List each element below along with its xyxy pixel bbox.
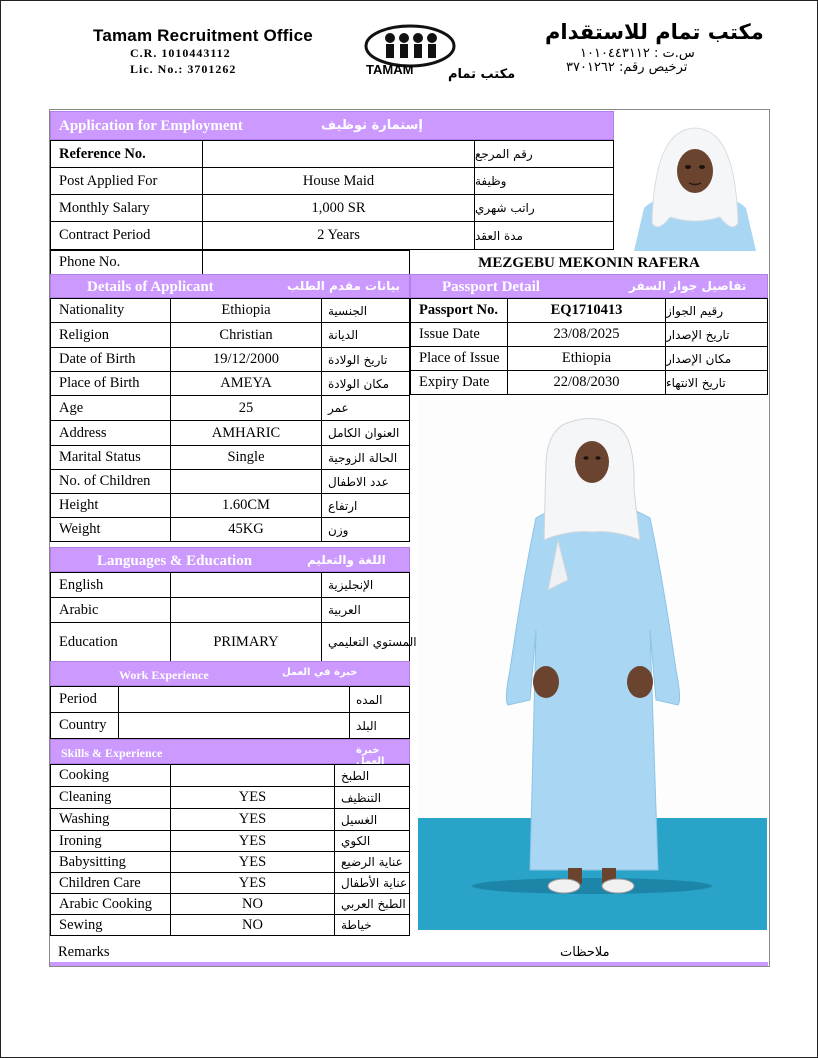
skill-row-label: Children Care	[50, 872, 171, 894]
work-row-value	[118, 686, 350, 713]
detail-row-value	[170, 469, 322, 494]
skills-title-ar: خبرة العمل	[356, 745, 385, 767]
post-label: Post Applied For	[50, 167, 203, 195]
detail-row-label: Address	[50, 420, 171, 446]
skill-row-value: YES	[170, 830, 335, 852]
detail-row-value: Single	[170, 445, 322, 470]
language-row-label-ar: العربية	[321, 597, 410, 623]
passport-row-value: Ethiopia	[507, 346, 666, 371]
work-row-value	[118, 712, 350, 739]
passport-row-value: EQ1710413	[507, 298, 666, 323]
language-row-label: Arabic	[50, 597, 171, 623]
detail-row-value: Christian	[170, 322, 322, 348]
details-title-ar: بيانات مقدم الطلب	[287, 279, 401, 293]
detail-row-label-ar: الحالة الزوجية	[321, 445, 410, 470]
salary-label: Monthly Salary	[50, 194, 203, 222]
passport-title-ar: تفاصيل جواز السفر	[629, 279, 747, 293]
detail-row-value: 45KG	[170, 517, 322, 542]
passport-row-label: Expiry Date	[410, 370, 508, 395]
cr-number-en: C.R. 1010443112	[130, 46, 231, 60]
salary-label-ar: راتب شهري	[474, 194, 614, 222]
detail-row-label: Date of Birth	[50, 347, 171, 372]
language-row-value: PRIMARY	[170, 622, 322, 662]
skill-row-value: YES	[170, 851, 335, 873]
applicant-name: MEZGEBU MEKONIN RAFERA	[478, 254, 700, 271]
detail-row-value: Ethiopia	[170, 298, 322, 323]
license-number-ar: ترخيص رقم: ٣٧٠١٢٦٢	[566, 60, 688, 75]
detail-row-value: AMEYA	[170, 371, 322, 396]
passport-row-value: 22/08/2030	[507, 370, 666, 395]
detail-row-label: Weight	[50, 517, 171, 542]
application-title-bar	[50, 111, 614, 140]
reference-value	[202, 140, 475, 168]
passport-title-en: Passport Detail	[442, 279, 540, 295]
detail-row-label: Nationality	[50, 298, 171, 323]
logo-text: TAMAM	[366, 62, 414, 77]
skill-row-label: Cooking	[50, 764, 171, 787]
passport-row-label-ar: رقيم الجواز	[665, 298, 768, 323]
detail-row-label-ar: تاريخ الولادة	[321, 347, 410, 372]
skill-row-label-ar: الطبخ	[334, 764, 410, 787]
post-value: House Maid	[202, 167, 475, 195]
details-title-en: Details of Applicant	[87, 279, 214, 295]
passport-row-label: Issue Date	[410, 322, 508, 347]
work-title-ar: خبرة في العمل	[282, 667, 358, 678]
detail-row-label: Marital Status	[50, 445, 171, 470]
work-title-en: Work Experience	[119, 668, 209, 682]
detail-row-label: Height	[50, 493, 171, 518]
work-row-label-ar: المده	[349, 686, 410, 713]
detail-row-label-ar: الجنسية	[321, 298, 410, 323]
skill-row-value	[170, 764, 335, 787]
skill-row-label: Babysitting	[50, 851, 171, 873]
footer-bar	[50, 962, 768, 966]
detail-row-label-ar: العنوان الكامل	[321, 420, 410, 446]
detail-row-value: 25	[170, 395, 322, 421]
passport-row-label: Passport No.	[410, 298, 508, 323]
phone-label: Phone No.	[50, 250, 203, 275]
skill-row-label: Washing	[50, 808, 171, 831]
detail-row-label: Religion	[50, 322, 171, 348]
skill-row-label: Cleaning	[50, 786, 171, 809]
detail-row-value: AMHARIC	[170, 420, 322, 446]
office-name-ar: مكتب تمام للاستقدام	[545, 20, 764, 44]
detail-row-value: 19/12/2000	[170, 347, 322, 372]
passport-row-label-ar: تاريخ الانتهاء	[665, 370, 768, 395]
passport-row-label-ar: تاريخ الإصدار	[665, 322, 768, 347]
post-label-ar: وظيفة	[474, 167, 614, 195]
contract-label: Contract Period	[50, 221, 203, 250]
detail-row-label-ar: ارتفاع	[321, 493, 410, 518]
detail-row-label-ar: عمر	[321, 395, 410, 421]
language-row-label: English	[50, 572, 171, 598]
language-row-label: Education	[50, 622, 171, 662]
detail-row-label-ar: مكان الولادة	[321, 371, 410, 396]
reference-label: Reference No.	[50, 140, 203, 168]
logo-arabic-text: مكتب تمام	[448, 67, 516, 82]
languages-title-ar: اللغة والتعليم	[307, 553, 386, 567]
skill-row-label-ar: عناية الأطفال	[334, 872, 410, 894]
skill-row-label: Ironing	[50, 830, 171, 852]
details-title-bar	[50, 274, 410, 298]
skill-row-value: YES	[170, 872, 335, 894]
cr-number-ar: س.ت : ١٠١٠٤٤٣١١٢	[580, 46, 695, 61]
detail-row-label-ar: عدد الاطفال	[321, 469, 410, 494]
remarks-label: Remarks	[58, 943, 110, 960]
passport-row-label: Place of Issue	[410, 346, 508, 371]
languages-title-en: Languages & Education	[97, 553, 253, 569]
skill-row-value: NO	[170, 893, 335, 915]
contract-value: 2 Years	[202, 221, 475, 250]
skill-row-label-ar: الطبخ العربي	[334, 893, 410, 915]
applicant-headshot-photo	[624, 113, 766, 251]
languages-title-bar	[50, 547, 410, 572]
language-row-label-ar: المستوي التعليمي	[321, 622, 410, 662]
contract-label-ar: مدة العقد	[474, 221, 614, 250]
phone-value	[202, 250, 410, 275]
skill-row-label-ar: التنظيف	[334, 786, 410, 809]
detail-row-label: No. of Children	[50, 469, 171, 494]
reference-label-ar: رقم المرجع	[474, 140, 614, 168]
skills-title-bar	[50, 739, 410, 767]
language-row-label-ar: الإنجليزية	[321, 572, 410, 598]
license-number-en: Lic. No.: 3701262	[130, 62, 237, 76]
skill-row-label-ar: خياطة	[334, 914, 410, 936]
skill-row-value: NO	[170, 914, 335, 936]
skill-row-label-ar: الغسيل	[334, 808, 410, 831]
work-row-label: Period	[50, 686, 119, 713]
work-title-bar	[50, 661, 410, 686]
work-row-label: Country	[50, 712, 119, 739]
skill-row-label-ar: عناية الرضيع	[334, 851, 410, 873]
skill-row-label: Arabic Cooking	[50, 893, 171, 915]
passport-title-bar	[410, 274, 768, 298]
application-title-ar: إستمارة توظيف	[321, 118, 423, 133]
applicant-full-body-photo	[418, 400, 767, 930]
passport-row-value: 23/08/2025	[507, 322, 666, 347]
work-row-label-ar: البلد	[349, 712, 410, 739]
skill-row-value: YES	[170, 786, 335, 809]
detail-row-label: Age	[50, 395, 171, 421]
remarks-label-ar: ملاحظات	[560, 944, 610, 960]
detail-row-value: 1.60CM	[170, 493, 322, 518]
application-title-en: Application for Employment	[59, 118, 243, 134]
detail-row-label-ar: وزن	[321, 517, 410, 542]
office-name-en: Tamam Recruitment Office	[93, 26, 313, 45]
language-row-value	[170, 572, 322, 598]
skill-row-label-ar: الكوي	[334, 830, 410, 852]
passport-row-label-ar: مكان الإصدار	[665, 346, 768, 371]
salary-value: 1,000 SR	[202, 194, 475, 222]
skills-title-en: Skills & Experience	[61, 746, 163, 760]
detail-row-label: Place of Birth	[50, 371, 171, 396]
language-row-value	[170, 597, 322, 623]
skill-row-label: Sewing	[50, 914, 171, 936]
detail-row-label-ar: الديانة	[321, 322, 410, 348]
skill-row-value: YES	[170, 808, 335, 831]
